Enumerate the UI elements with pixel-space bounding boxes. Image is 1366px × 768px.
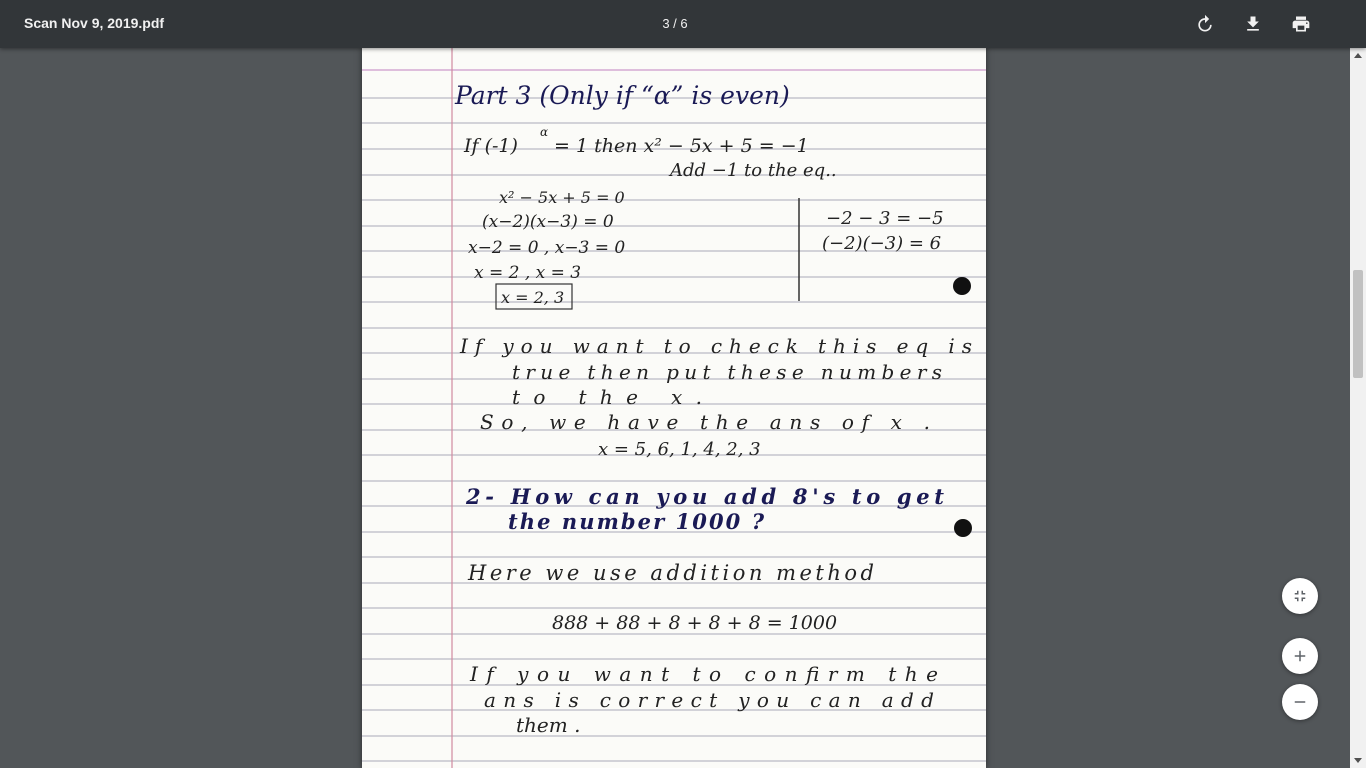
print-icon xyxy=(1291,14,1311,34)
confirm-line: If you want to confirm the xyxy=(470,662,938,686)
plus-icon xyxy=(1291,647,1309,665)
boxed-answer: x = 2, 3 xyxy=(501,288,565,307)
section-heading: Part 3 (Only if “α” is even) xyxy=(455,81,790,110)
check-line: to the x. xyxy=(512,385,702,409)
check-line: true then put these numbers xyxy=(512,360,942,384)
so-line: So, we have the ans of x . xyxy=(480,410,930,434)
side-work-line: −2 − 3 = −5 xyxy=(826,208,944,229)
all-answers-line: x = 5, 6, 1, 4, 2, 3 xyxy=(598,439,761,460)
notebook-page-scan xyxy=(362,48,986,768)
zoom-in-button[interactable] xyxy=(1282,638,1318,674)
fit-to-page-icon xyxy=(1291,587,1309,605)
rotate-button[interactable] xyxy=(1189,8,1221,40)
print-button[interactable] xyxy=(1285,8,1317,40)
document-title: Scan Nov 9, 2019.pdf xyxy=(24,15,165,31)
check-line: If you want to check this eq is xyxy=(460,334,972,358)
scrollbar-thumb[interactable] xyxy=(1353,270,1363,378)
condition-exponent: α xyxy=(540,125,549,139)
minus-icon xyxy=(1291,693,1309,711)
scroll-down-icon[interactable] xyxy=(1354,758,1362,763)
vertical-scrollbar[interactable] xyxy=(1350,48,1366,768)
page-indicator[interactable]: 3 / 6 xyxy=(662,16,688,31)
rotate-icon xyxy=(1195,14,1215,34)
download-button[interactable] xyxy=(1237,8,1269,40)
download-icon xyxy=(1243,14,1263,34)
punch-hole xyxy=(953,277,971,295)
condition-line-start: If (-1) xyxy=(464,135,518,157)
condition-line-rest: = 1 then x² − 5x + 5 = −1 xyxy=(554,135,809,157)
question-line: the number 1000 ? xyxy=(508,509,764,534)
sum-line: 888 + 88 + 8 + 8 + 8 = 1000 xyxy=(552,612,838,634)
step-line: x² − 5x + 5 = 0 xyxy=(499,188,625,207)
side-work-line: (−2)(−3) = 6 xyxy=(822,233,942,254)
zoom-out-button[interactable] xyxy=(1282,684,1318,720)
step-line: x−2 = 0 , x−3 = 0 xyxy=(468,238,626,258)
confirm-line: them . xyxy=(516,713,581,737)
method-line: Here we use addition method xyxy=(468,561,874,585)
punch-hole xyxy=(954,519,972,537)
add-line: Add −1 to the eq.. xyxy=(670,160,837,181)
pdf-page xyxy=(362,48,986,768)
fit-to-page-button[interactable] xyxy=(1282,578,1318,614)
pdf-viewer[interactable] xyxy=(0,48,1350,768)
step-line: x = 2 , x = 3 xyxy=(474,263,582,283)
step-line: (x−2)(x−3) = 0 xyxy=(482,212,614,232)
question-line: 2- How can you add 8's to get xyxy=(466,484,945,509)
confirm-line: ans is correct you can add xyxy=(484,688,934,712)
pdf-toolbar xyxy=(0,0,1366,48)
scroll-up-icon[interactable] xyxy=(1354,53,1362,58)
